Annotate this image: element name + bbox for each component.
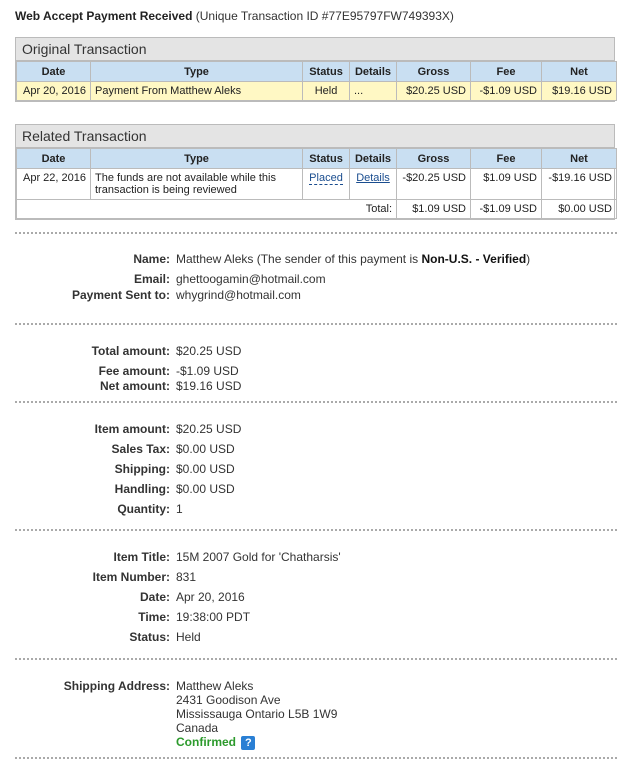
address-confirmation [176,734,255,750]
date-row [0,589,631,605]
time-row [0,609,631,625]
handling-row [0,481,631,497]
name-value [176,251,530,267]
table-header-row [17,62,617,82]
col-gross: Gross [397,62,471,82]
verification-status: Non-U.S. - Verified [421,252,527,266]
payer-name-row [0,251,631,267]
cell-net: -$19.16 USD [542,169,617,200]
related-transaction-box [15,124,615,220]
net-amount-row [0,378,631,394]
address-line-4: Canada [176,721,219,735]
payer-name: Matthew Aleks [176,252,254,266]
sender-note-prefix: (The sender of this payment is [256,252,419,266]
col-type: Type [91,149,303,169]
name-label: Name: [133,252,170,266]
fee-amount-value: -$1.09 USD [176,364,239,378]
time-value: 19:38:00 PDT [176,610,251,624]
cell-status: Held [303,82,350,101]
original-transaction-table [16,61,617,101]
date-value: Apr 20, 2016 [176,590,245,604]
col-date: Date [17,62,91,82]
original-transaction-title: Original Transaction [16,38,614,61]
total-amount-row [0,343,631,359]
sent-to-label: Payment Sent to: [71,288,170,302]
page-title: Web Accept Payment Received [15,9,193,23]
total-amount-value: $20.25 USD [176,344,242,358]
col-details: Details [350,149,397,169]
cell-date: Apr 22, 2016 [17,169,91,200]
shipping-amount-value: $0.00 USD [176,462,235,476]
item-number-row [0,569,631,585]
total-row [17,200,617,219]
address-line-3: Mississauga Ontario L5B 1W9 [176,707,338,721]
cell-status [303,169,350,200]
cell-type: Payment From Matthew Aleks [91,82,303,101]
cell-type: The funds are not available while this transaction is being reviewed [91,169,303,200]
item-title-value: 15M 2007 Gold for 'Chatharsis' [176,550,341,564]
total-amount-label: Total amount: [91,344,170,358]
help-icon[interactable]: ? [241,736,255,750]
col-status: Status [303,62,350,82]
quantity-value: 1 [176,502,183,516]
cell-fee: $1.09 USD [471,169,542,200]
net-amount-label: Net amount: [100,379,170,393]
cell-details [350,169,397,200]
confirmed-badge: Confirmed [176,735,236,749]
col-type: Type [91,62,303,82]
item-amount-value: $20.25 USD [176,422,242,436]
divider [15,323,617,325]
divider [15,401,617,403]
related-transaction-table [16,148,617,219]
col-details: Details [350,62,397,82]
table-header-row [17,149,617,169]
email-label: Email: [133,272,170,286]
status-label: Status: [129,630,170,644]
shipping-amount-label: Shipping: [114,462,170,476]
handling-value: $0.00 USD [176,482,235,496]
total-net: $0.00 USD [542,200,617,219]
transaction-id: (Unique Transaction ID #77E95797FW749393X) [195,9,454,23]
sales-tax-label: Sales Tax: [111,442,170,456]
divider [15,232,617,234]
col-gross: Gross [397,149,471,169]
col-fee: Fee [471,149,542,169]
payer-email-row [0,271,631,287]
cell-gross: $20.25 USD [397,82,471,101]
net-amount-value: $19.16 USD [176,379,242,393]
address-confirmed-row [0,734,631,750]
details-link[interactable]: Details [356,172,390,184]
shipping-address-label: Shipping Address: [63,679,170,693]
status-value: Held [176,630,201,644]
item-amount-row [0,421,631,437]
item-number-label: Item Number: [92,570,170,584]
col-fee: Fee [471,62,542,82]
status-row [0,629,631,645]
col-net: Net [542,149,617,169]
fee-amount-row [0,363,631,379]
placed-link[interactable]: Placed [309,172,343,184]
col-net: Net [542,62,617,82]
item-title-row [0,549,631,565]
sender-note-suffix: ) [526,252,531,266]
email-value: ghettoogamin@hotmail.com [176,272,326,286]
table-row [17,82,617,101]
item-amount-label: Item amount: [94,422,170,436]
cell-gross: -$20.25 USD [397,169,471,200]
handling-label: Handling: [114,482,170,496]
quantity-row [0,501,631,517]
total-label: Total: [17,200,397,219]
address-line-1: Matthew Aleks [176,679,254,693]
item-title-label: Item Title: [113,550,170,564]
date-label: Date: [139,590,170,604]
page-header [15,9,454,23]
cell-date: Apr 20, 2016 [17,82,91,101]
cell-fee: -$1.09 USD [471,82,542,101]
payment-sent-to-row [0,287,631,303]
original-transaction-box [15,37,615,102]
time-label: Time: [138,610,170,624]
item-number-value: 831 [176,570,197,584]
sent-to-value: whygrind@hotmail.com [176,288,301,302]
divider [15,757,617,759]
cell-details: ... [350,82,397,101]
total-fee: -$1.09 USD [471,200,542,219]
cell-net: $19.16 USD [542,82,617,101]
sales-tax-row [0,441,631,457]
related-transaction-title: Related Transaction [16,125,614,148]
sales-tax-value: $0.00 USD [176,442,235,456]
divider [15,529,617,531]
fee-amount-label: Fee amount: [98,364,170,378]
shipping-amount-row [0,461,631,477]
divider [15,658,617,660]
quantity-label: Quantity: [117,502,170,516]
address-line-2: 2431 Goodison Ave [176,693,281,707]
col-status: Status [303,149,350,169]
total-gross: $1.09 USD [397,200,471,219]
col-date: Date [17,149,91,169]
table-row [17,169,617,200]
